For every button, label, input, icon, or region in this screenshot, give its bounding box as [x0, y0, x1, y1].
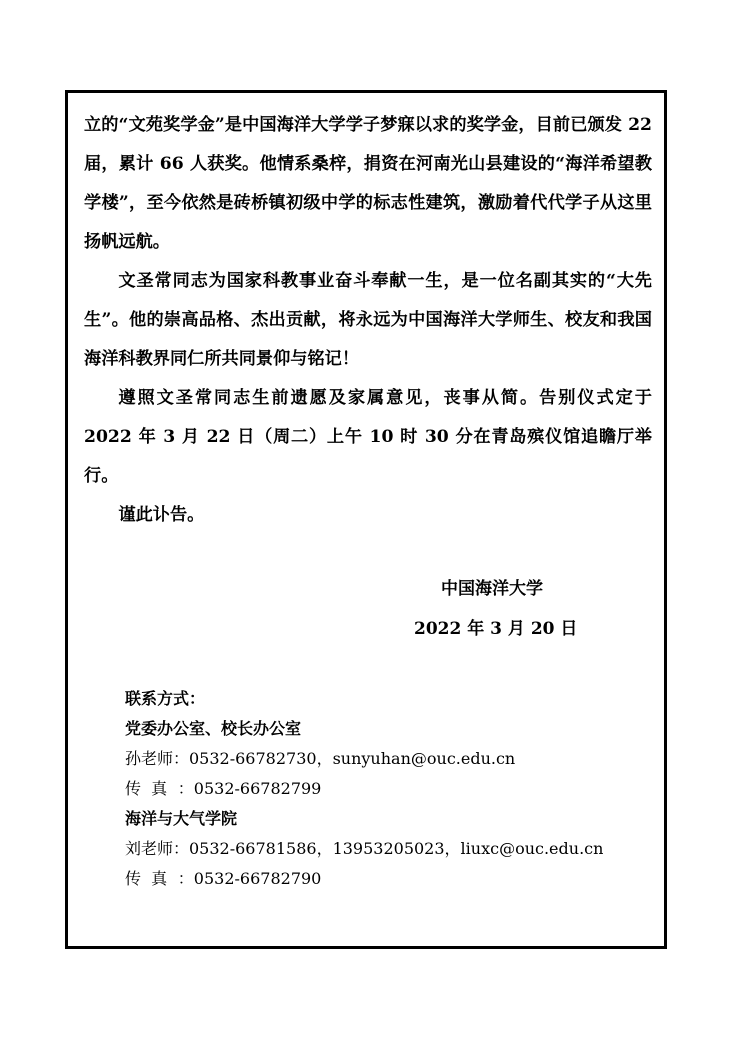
signature-organization: 中国海洋大学 [441, 579, 543, 599]
fax-line [125, 774, 645, 804]
closing-line: 谨此讣告。 [118, 505, 205, 525]
contact-section [125, 684, 645, 894]
paragraph: 立的“文苑奖学金”是中国海洋大学学子梦寐以求的奖学金，目前已颁发 22 届，累计 66 人获奖。他情系桑梓，捐资在河南光山县建设的“海洋希望教学楼”，至今依然是砖桥镇初级中学的标志性建筑，激励着代代学子从这里扬帆远航。 [84, 115, 652, 252]
contact-department: 海洋与大气学院 [125, 809, 238, 828]
fax-label: 传 真 [125, 869, 168, 888]
fax-value: ：0532-66782799 [177, 779, 322, 798]
contact-person-line: 刘老师：0532-66781586，13953205023，liuxc@ouc.edu.cn [125, 839, 604, 858]
contact-heading: 联系方式： [125, 689, 206, 708]
paragraph: 遵照文圣常同志生前遗愿及家属意见，丧事从简。告别仪式定于 2022 年 3 月 22 日（周二）上午 10 时 30 分在青岛殡仪馆追瞻厅举行。 [84, 388, 652, 486]
paragraph: 文圣常同志为国家科教事业奋斗奉献一生，是一位名副其实的“大先生”。他的崇高品格、杰出贡献，将永远为中国海洋大学师生、校友和我国海洋科教界同仁所共同景仰与铭记！ [84, 271, 652, 369]
fax-line [125, 864, 645, 894]
contact-department: 党委办公室、校长办公室 [125, 719, 302, 738]
signature-date: 2022 年 3 月 20 日 [414, 619, 578, 639]
contact-person-line: 孙老师：0532-66782730，sunyuhan@ouc.edu.cn [125, 749, 516, 768]
obituary-body [84, 106, 652, 535]
fax-label: 传 真 [125, 779, 168, 798]
fax-value: ：0532-66782790 [177, 869, 322, 888]
